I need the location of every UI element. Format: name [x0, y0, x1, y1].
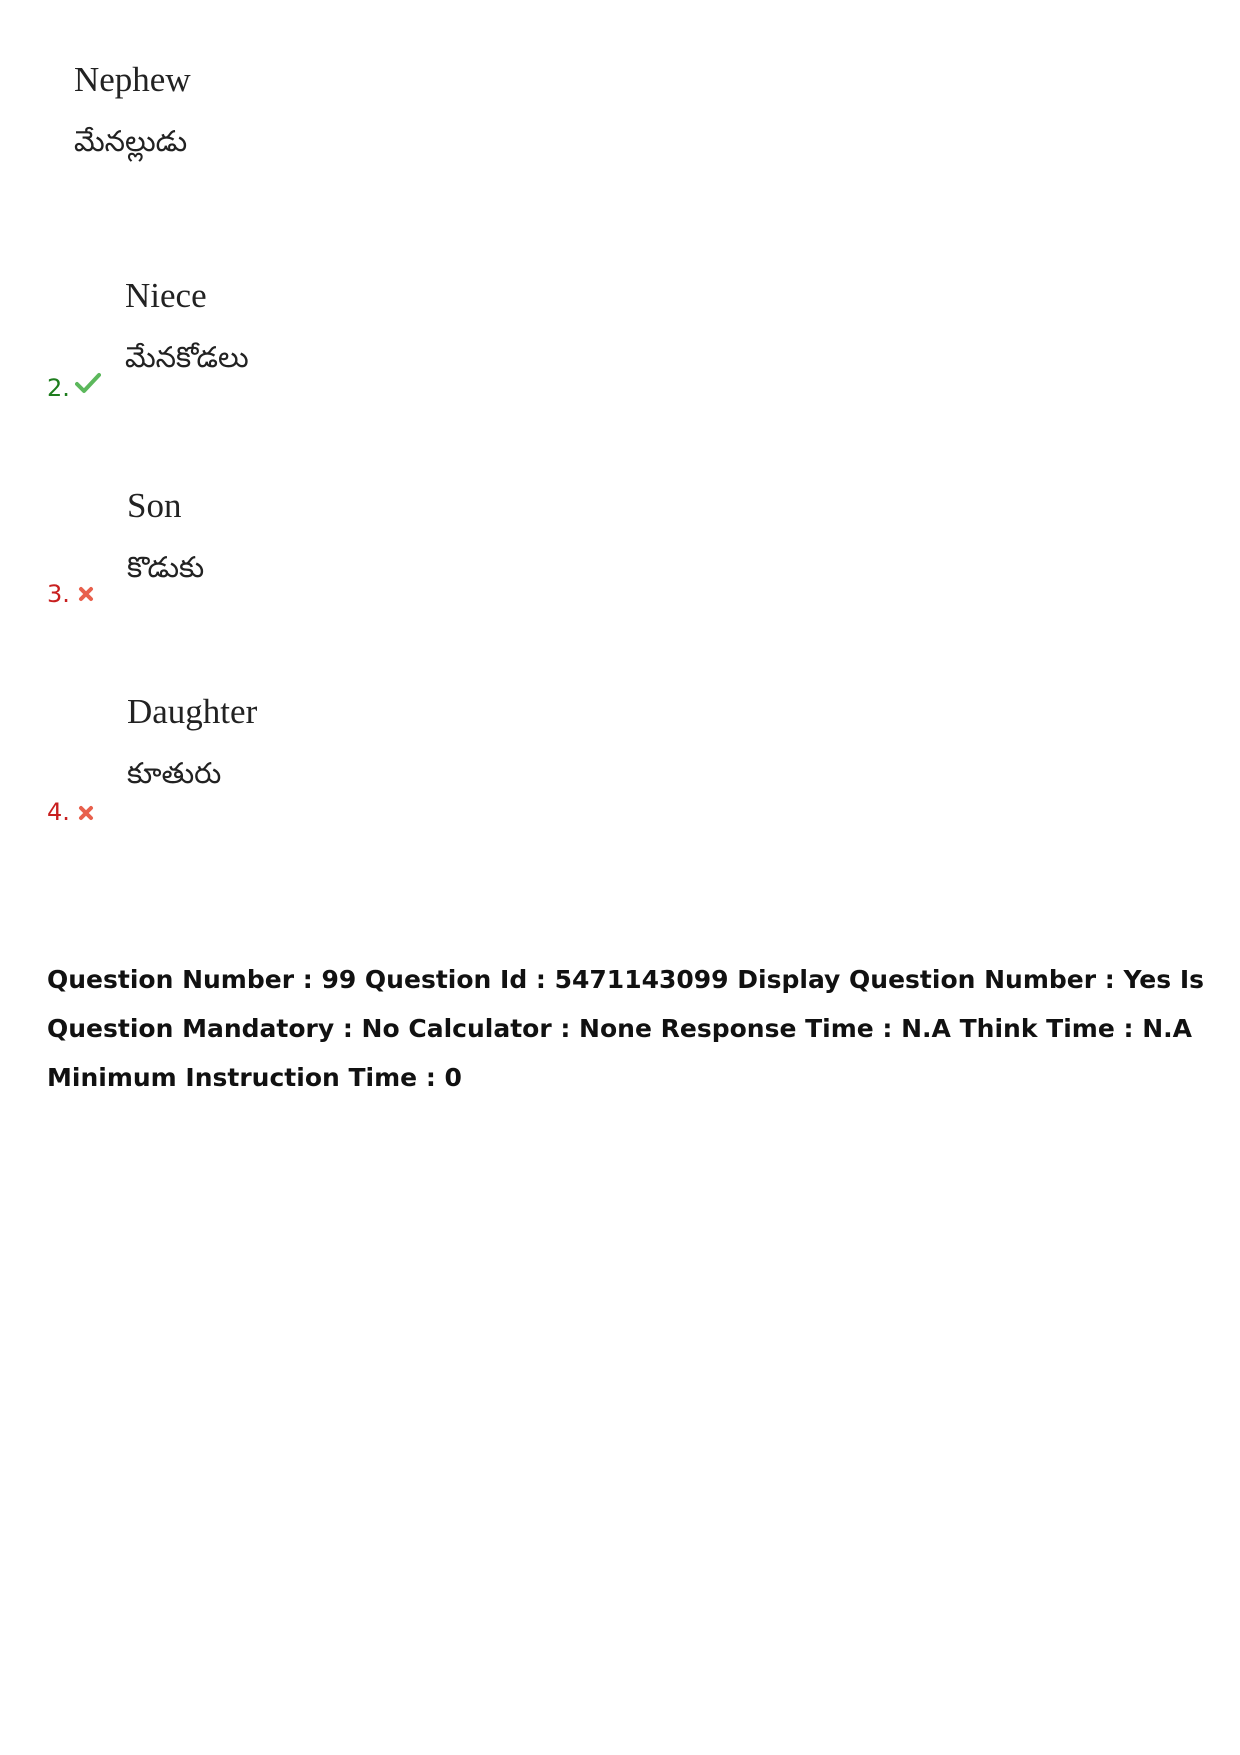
cross-icon: [78, 586, 94, 607]
cross-icon: [78, 805, 94, 826]
question-metadata: Question Number : 99 Question Id : 5471143099 Display Question Number : Yes Is Question Mandatory : No Calculator : None Response Time : N.A Think Time : N.A Minimum Instruction Time : 0: [47, 965, 1205, 1092]
option-3-english: Son: [127, 486, 182, 525]
option-2-number: 2.: [47, 374, 70, 402]
option-1: [74, 62, 191, 156]
option-2-english: Niece: [125, 276, 207, 315]
option-3: [127, 488, 204, 582]
option-2: [125, 278, 249, 372]
option-4-number: 4.: [47, 798, 70, 826]
option-4-telugu: కూతురు: [127, 756, 222, 790]
option-3-number: 3.: [47, 580, 70, 608]
option-1-telugu: మేనల్లుడు: [74, 124, 188, 158]
option-4: [127, 694, 257, 788]
option-2-telugu: మేనకోడలు: [125, 340, 249, 374]
option-1-english: Nephew: [74, 60, 191, 99]
option-4-english: Daughter: [127, 692, 258, 731]
option-3-telugu: కొడుకు: [127, 550, 205, 584]
check-icon: [75, 372, 101, 399]
